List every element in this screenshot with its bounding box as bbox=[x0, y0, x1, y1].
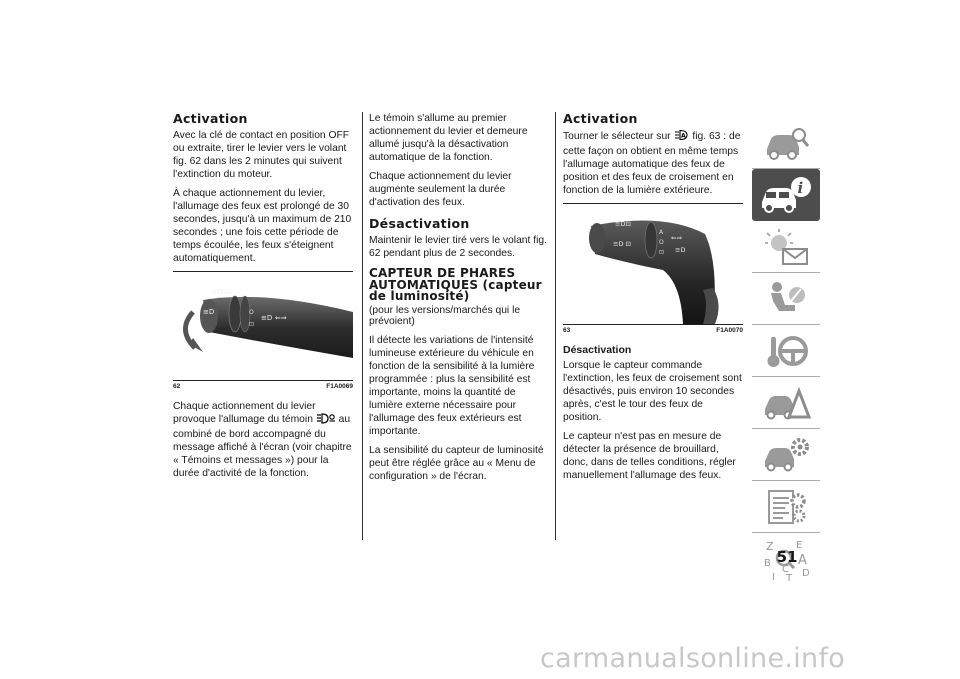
index-letter: B bbox=[764, 558, 771, 569]
figure-code: F1A0070 bbox=[716, 327, 743, 334]
index-letter: E bbox=[796, 540, 803, 551]
text-segment: Tourner le sélecteur sur bbox=[563, 131, 671, 142]
index-letter: D bbox=[802, 568, 810, 579]
figure-caption bbox=[173, 381, 353, 390]
index-letter: Z bbox=[766, 540, 774, 553]
svg-text:A: A bbox=[681, 132, 687, 140]
paragraph: Il détecte les variations de l'intensité lumineuse extérieure du véhicule en fonction de la sensibilité à la lumière programmée : plus la sensibilité est importante, moins la quantité de lumière externe nécessaire pour l'allumage des feux extérieurs est importante. bbox=[369, 334, 535, 437]
column-1 bbox=[173, 112, 353, 486]
column-2 bbox=[369, 112, 549, 489]
figure-code: F1A0069 bbox=[326, 383, 353, 390]
paragraph: À chaque actionnement du levier, l'allumage des feux est prolongé de 30 secondes, jusqu'à un maximum de 210 secondes ; une fois cette période de temps écoulée, les feux s'éteignent automatiquement. bbox=[173, 188, 352, 264]
nav-tile-maintenance[interactable] bbox=[752, 429, 820, 481]
nav-tile-safety[interactable] bbox=[752, 273, 820, 325]
figure-caption bbox=[563, 325, 743, 334]
paragraph: Le témoin s'allume au premier actionnement du levier et demeure allumé jusqu'à la désactivation automatique de la fonction. bbox=[369, 113, 528, 163]
svg-text:⊡: ⊡ bbox=[659, 249, 665, 256]
heading-activation: Activation bbox=[173, 111, 248, 126]
column-divider bbox=[555, 112, 556, 540]
nav-tile-specifications[interactable] bbox=[752, 481, 820, 533]
text-segment: au combiné de bord accompagné du message affiché à l'écran (voir chapitre « Témoins et messages ») pour la durée d'activité de la fonction. bbox=[173, 414, 352, 479]
index-letter: C bbox=[782, 564, 789, 575]
svg-text:≡D ⊡: ≡D ⊡ bbox=[211, 288, 231, 296]
figure-number: 62 bbox=[173, 383, 181, 390]
svg-text:⇐⇒: ⇐⇒ bbox=[275, 314, 287, 322]
paragraph bbox=[563, 129, 743, 197]
svg-text:⇐⇒: ⇐⇒ bbox=[671, 234, 682, 242]
watermark: carmanualsonline.info bbox=[540, 643, 846, 674]
svg-text:O: O bbox=[659, 239, 664, 246]
index-letter: I bbox=[772, 572, 775, 582]
selector-illustration bbox=[563, 204, 743, 324]
svg-text:A: A bbox=[659, 229, 664, 236]
index-letter: A bbox=[798, 553, 807, 568]
paragraph: Avec la clé de contact en position OFF ou extraite, tirer le levier vers le volant fig. 62 dans les 2 minutes qui suivent l'extinction du moteur. bbox=[173, 130, 350, 180]
svg-text:≡D ⊡: ≡D ⊡ bbox=[613, 240, 631, 248]
paragraph: Le capteur n'est pas en mesure de détecter la présence de brouillard, donc, dans de telles conditions, régler manuellement l'allumage des feux. bbox=[563, 431, 736, 481]
heading-activation: Activation bbox=[563, 111, 638, 126]
seated-person-airbag-icon bbox=[761, 279, 811, 319]
svg-text:≡D: ≡D bbox=[675, 246, 686, 254]
nav-tile-car-magnifier[interactable] bbox=[752, 117, 820, 169]
svg-text:i: i bbox=[797, 179, 804, 197]
chapter-nav-sidebar bbox=[752, 117, 820, 585]
svg-text:O: O bbox=[249, 309, 254, 316]
auto-headlamp-icon bbox=[673, 129, 689, 145]
paragraph bbox=[173, 400, 353, 480]
car-maintenance-gear-icon bbox=[761, 435, 811, 475]
text-segment: fig. 63 : de cette façon on obtient en même temps l'allumage automatique des feux de position et des feux de croisement en fonction de la lumière extérieure. bbox=[563, 131, 741, 196]
key-steering-wheel-icon bbox=[761, 331, 811, 371]
svg-text:≡D: ≡D bbox=[203, 308, 215, 316]
availability-note: (pour les versions/marchés qui le prévoient) bbox=[369, 304, 521, 327]
text-segment: Chaque actionnement du levier provoque l'allumage du témoin bbox=[173, 401, 316, 425]
car-info-icon bbox=[758, 174, 814, 216]
heading-light-sensor: CAPTEUR DE PHARES AUTOMATIQUES (capteur de luminosité) bbox=[369, 266, 542, 303]
heading-desactivation: Désactivation bbox=[369, 216, 470, 231]
car-magnifier-icon bbox=[761, 123, 811, 163]
warning-lights-envelope-icon bbox=[761, 227, 811, 267]
figure-frame bbox=[173, 271, 353, 381]
figure-62 bbox=[173, 271, 353, 390]
paragraph: Maintenir le levier tiré vers le volant fig. 62 pendant plus de 2 secondes. bbox=[369, 235, 547, 259]
paragraph: Chaque actionnement du levier augmente seulement la durée d'activation des feux. bbox=[369, 171, 512, 208]
figure-63 bbox=[563, 203, 743, 334]
svg-text:≡D⊡: ≡D⊡ bbox=[615, 220, 631, 228]
svg-text:⊡: ⊡ bbox=[249, 321, 255, 328]
nav-tile-car-info[interactable] bbox=[752, 169, 820, 221]
svg-text:≡D: ≡D bbox=[261, 314, 273, 322]
follow-me-home-lamp-icon bbox=[316, 413, 336, 428]
column-divider bbox=[362, 112, 363, 540]
paragraph: La sensibilité du capteur de luminosité peut être réglée grâce au « Menu de configuration » de l'écran. bbox=[369, 444, 544, 482]
nav-tile-starting-driving[interactable] bbox=[752, 325, 820, 377]
lever-illustration bbox=[173, 272, 353, 380]
page-number: 51 bbox=[776, 548, 798, 566]
paragraph: Lorsque le capteur commande l'extinction, les feux de croisement sont désactivés, puis environ 10 secondes après, c'est le tour des feux de position. bbox=[563, 360, 742, 423]
car-breakdown-triangle-icon bbox=[761, 383, 811, 423]
figure-number: 63 bbox=[563, 327, 571, 334]
specifications-gear-icon bbox=[761, 487, 811, 527]
column-3 bbox=[563, 112, 743, 488]
nav-tile-warning-lights[interactable] bbox=[752, 221, 820, 273]
subheading-desactivation: Désactivation bbox=[563, 344, 632, 356]
nav-tile-emergency[interactable] bbox=[752, 377, 820, 429]
index-letter: T bbox=[786, 573, 793, 582]
figure-frame bbox=[563, 203, 743, 325]
